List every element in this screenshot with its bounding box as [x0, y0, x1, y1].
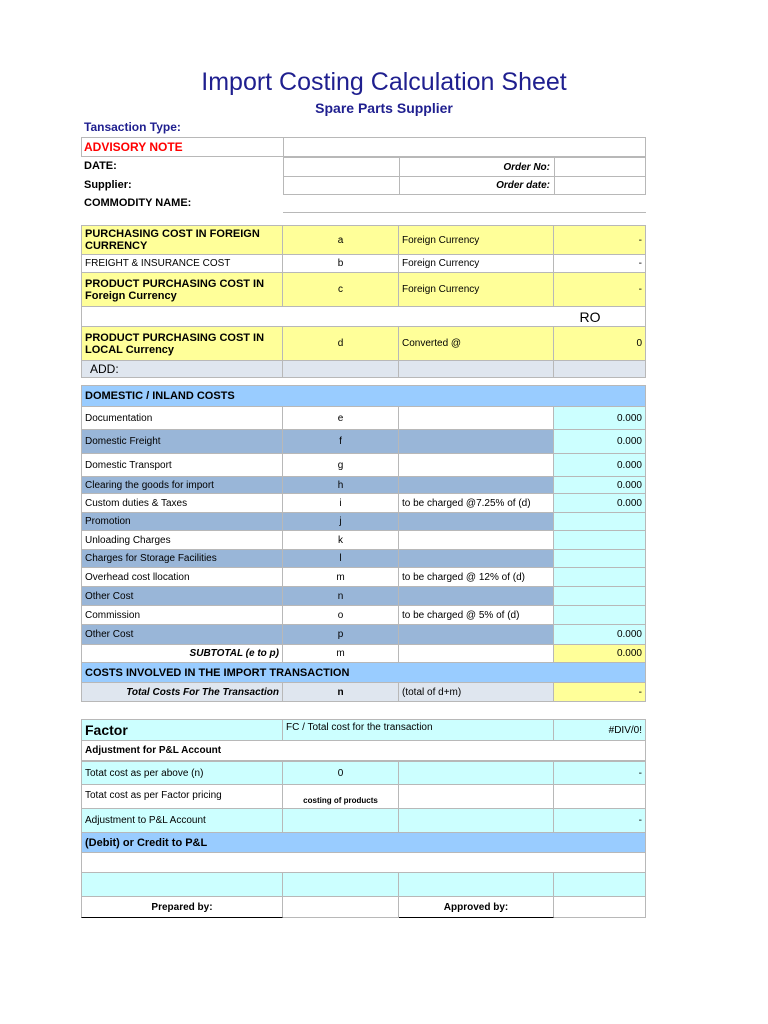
domestic-value[interactable]: 0.000 — [554, 454, 646, 477]
domestic-code: l — [283, 550, 399, 568]
domestic-value[interactable] — [554, 513, 646, 531]
domestic-desc — [399, 550, 554, 568]
domestic-row — [81, 606, 646, 625]
adjust-code — [283, 809, 399, 833]
factor-value[interactable]: #DIV/0! — [554, 719, 646, 741]
purchase-label: FREIGHT & INSURANCE COST — [81, 255, 283, 273]
local-cost-row — [81, 327, 646, 361]
domestic-value[interactable]: 0.000 — [554, 477, 646, 494]
approved-by-label: Approved by: — [399, 897, 554, 918]
purchase-value[interactable]: - — [554, 225, 646, 255]
local-label: PRODUCT PURCHASING COST IN LOCAL Currency — [81, 327, 283, 361]
purchase-code: b — [283, 255, 399, 273]
factor-row — [81, 719, 646, 741]
supplier-label: Supplier: — [84, 179, 132, 191]
adjust-label: Totat cost as per above (n) — [81, 761, 283, 785]
domestic-row — [81, 568, 646, 587]
factor-desc: FC / Total cost for the transaction — [283, 719, 554, 741]
blank-row — [81, 853, 646, 873]
subtotal-row — [81, 645, 646, 663]
total-row — [81, 683, 646, 702]
local-code: d — [283, 327, 399, 361]
add-label: ADD: — [81, 361, 283, 378]
domestic-row — [81, 430, 646, 454]
total-desc: (total of d+m) — [399, 683, 554, 702]
signature-row — [81, 897, 646, 918]
domestic-row — [81, 454, 646, 477]
total-value[interactable]: - — [554, 683, 646, 702]
adjust-value[interactable]: - — [554, 809, 646, 833]
subtotal-code: m — [283, 645, 399, 663]
subtotal-value[interactable]: 0.000 — [554, 645, 646, 663]
purchase-label: PRODUCT PURCHASING COST IN Foreign Currency — [81, 273, 283, 307]
add-row — [81, 361, 646, 378]
domestic-code: g — [283, 454, 399, 477]
debit-row — [81, 833, 646, 853]
prepared-by-label: Prepared by: — [81, 897, 283, 918]
prepared-by-field[interactable] — [283, 897, 399, 918]
domestic-desc — [399, 513, 554, 531]
domestic-row — [81, 587, 646, 606]
domestic-value[interactable]: 0.000 — [554, 407, 646, 430]
domestic-value[interactable] — [554, 550, 646, 568]
adjust-row-2 — [81, 809, 646, 833]
domestic-label: Custom duties & Taxes — [81, 494, 283, 513]
adjust-value[interactable]: - — [554, 761, 646, 785]
domestic-row — [81, 550, 646, 568]
domestic-code: j — [283, 513, 399, 531]
total-code: n — [283, 683, 399, 702]
domestic-row — [81, 625, 646, 645]
domestic-value[interactable] — [554, 531, 646, 550]
page-title: Import Costing Calculation Sheet — [201, 68, 567, 96]
purchase-desc: Foreign Currency — [399, 225, 554, 255]
domestic-code: i — [283, 494, 399, 513]
purchase-desc: Foreign Currency — [399, 255, 554, 273]
subtotal-label: SUBTOTAL (e to p) — [81, 645, 283, 663]
domestic-label: Domestic Transport — [81, 454, 283, 477]
purchase-label: PURCHASING COST IN FOREIGN CURRENCY — [81, 225, 283, 255]
adjust-header: Adjustment for P&L Account — [81, 741, 646, 761]
purchase-code: c — [283, 273, 399, 307]
domestic-label: Domestic Freight — [81, 430, 283, 454]
order-no-label: Order No: — [503, 161, 550, 173]
purchase-row-a — [81, 225, 646, 255]
domestic-desc — [399, 454, 554, 477]
domestic-desc: to be charged @ 5% of (d) — [399, 606, 554, 625]
domestic-row — [81, 531, 646, 550]
domestic-row — [81, 513, 646, 531]
transaction-type-label: Tansaction Type: — [84, 120, 181, 134]
adjust-row-0 — [81, 761, 646, 785]
purchase-value[interactable]: - — [554, 255, 646, 273]
purchase-value[interactable]: - — [554, 273, 646, 307]
local-value[interactable]: 0 — [554, 327, 646, 361]
approved-by-field[interactable] — [554, 897, 646, 918]
domestic-value[interactable]: 0.000 — [554, 430, 646, 454]
domestic-label: Commission — [81, 606, 283, 625]
adjust-header-row — [81, 741, 646, 761]
domestic-label: Unloading Charges — [81, 531, 283, 550]
domestic-code: f — [283, 430, 399, 454]
purchase-row-b — [81, 255, 646, 273]
adjust-label: Totat cost as per Factor pricing — [81, 785, 283, 809]
adjust-code: costing of products — [283, 785, 399, 809]
debit-label: (Debit) or Credit to P&L — [81, 833, 646, 853]
domestic-row — [81, 477, 646, 494]
domestic-desc — [399, 477, 554, 494]
purchase-desc: Foreign Currency — [399, 273, 554, 307]
order-info-grid — [283, 157, 646, 195]
advisory-note: ADVISORY NOTE — [82, 138, 284, 156]
domestic-value[interactable] — [554, 606, 646, 625]
currency-row — [81, 307, 646, 327]
domestic-desc: to be charged @ 12% of (d) — [399, 568, 554, 587]
domestic-label: Documentation — [81, 407, 283, 430]
order-date-field[interactable] — [555, 176, 645, 194]
domestic-desc — [399, 430, 554, 454]
adjust-code: 0 — [283, 761, 399, 785]
domestic-label: Charges for Storage Facilities — [81, 550, 283, 568]
adjust-row-1 — [81, 785, 646, 809]
domestic-label: Other Cost — [81, 625, 283, 645]
domestic-header-label: DOMESTIC / INLAND COSTS — [81, 385, 646, 407]
domestic-value[interactable] — [554, 568, 646, 587]
purchase-row-c — [81, 273, 646, 307]
advisory-note-row — [81, 137, 646, 157]
purchase-code: a — [283, 225, 399, 255]
domestic-code: m — [283, 568, 399, 587]
domestic-code: n — [283, 587, 399, 606]
domestic-code: o — [283, 606, 399, 625]
domestic-row — [81, 494, 646, 513]
domestic-desc — [399, 587, 554, 606]
date-label: DATE: — [84, 160, 117, 172]
import-header — [81, 663, 646, 683]
domestic-code: k — [283, 531, 399, 550]
domestic-code: h — [283, 477, 399, 494]
currency-code: RO — [579, 309, 601, 325]
domestic-desc — [399, 531, 554, 550]
domestic-label: Other Cost — [81, 587, 283, 606]
domestic-header — [81, 385, 646, 407]
domestic-label: Promotion — [81, 513, 283, 531]
blank-cyan-row — [81, 873, 646, 897]
order-no-field[interactable] — [555, 158, 645, 176]
import-header-label: COSTS INVOLVED IN THE IMPORT TRANSACTION — [81, 663, 646, 683]
domestic-label: Overhead cost llocation — [81, 568, 283, 587]
commodity-label: COMMODITY NAME: — [84, 197, 192, 209]
domestic-desc — [399, 625, 554, 645]
domestic-desc — [399, 407, 554, 430]
domestic-value[interactable]: 0.000 — [554, 625, 646, 645]
domestic-value[interactable] — [554, 587, 646, 606]
domestic-row — [81, 407, 646, 430]
order-date-label: Order date: — [496, 179, 550, 191]
total-label: Total Costs For The Transaction — [81, 683, 283, 702]
commodity-line — [283, 212, 646, 213]
domestic-value[interactable]: 0.000 — [554, 494, 646, 513]
local-desc: Converted @ — [399, 327, 554, 361]
domestic-code: e — [283, 407, 399, 430]
factor-label: Factor — [81, 719, 283, 741]
page-subtitle: Spare Parts Supplier — [315, 100, 453, 116]
domestic-label: Clearing the goods for import — [81, 477, 283, 494]
adjust-value[interactable] — [554, 785, 646, 809]
domestic-desc: to be charged @7.25% of (d) — [399, 494, 554, 513]
adjust-label: Adjustment to P&L Account — [81, 809, 283, 833]
domestic-code: p — [283, 625, 399, 645]
